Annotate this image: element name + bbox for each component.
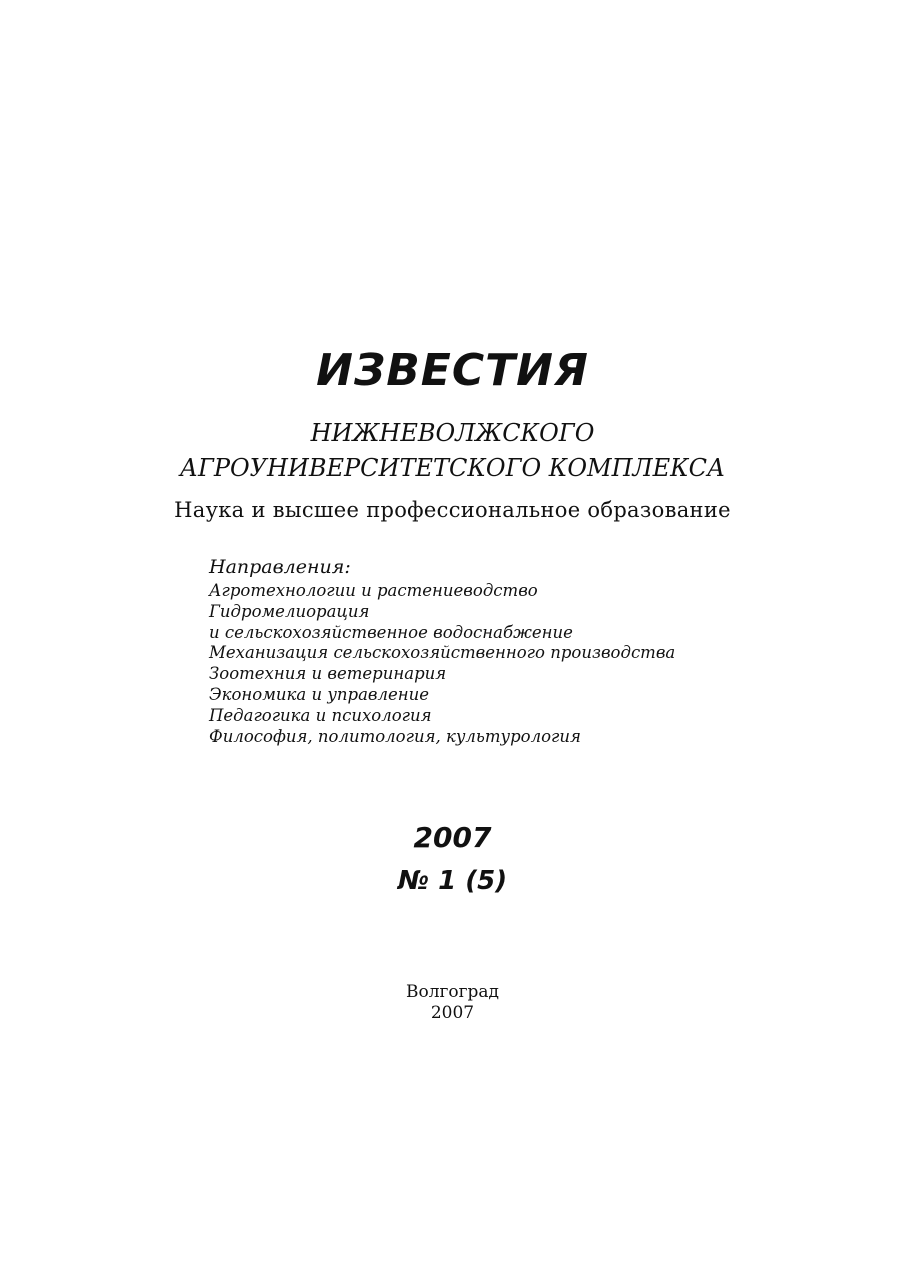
direction-item: Механизация сельскохозяйственного производства <box>209 643 676 663</box>
imprint-year: 2007 <box>430 1003 475 1023</box>
direction-item: и сельскохозяйственное водоснабжение <box>209 622 573 642</box>
journal-title: ИЗВЕСТИЯ <box>316 345 589 396</box>
direction-item: Зоотехния и ветеринария <box>209 664 447 684</box>
direction-item: Философия, политология, культурология <box>209 726 581 746</box>
direction-item: Педагогика и психология <box>209 705 432 725</box>
directions-block <box>209 554 675 747</box>
directions-heading: Направления: <box>209 556 351 578</box>
direction-item: Агротехнологии и растениеводство <box>209 581 538 600</box>
directions-list <box>209 581 675 747</box>
issue-number: № 1 (5) <box>397 866 508 896</box>
direction-item: Экономика и управление <box>209 684 430 704</box>
journal-tagline: Наука и высшее профессиональное образование <box>174 498 731 522</box>
journal-subtitle-line1: НИЖНЕВОЛЖСКОГО <box>310 419 595 447</box>
imprint-city: Волгоград <box>405 982 500 1002</box>
journal-subtitle-line2: АГРОУНИВЕРСИТЕТСКОГО КОМПЛЕКСА <box>179 454 726 482</box>
direction-item: Гидромелиорация <box>209 601 370 621</box>
issue-year: 2007 <box>413 821 492 854</box>
